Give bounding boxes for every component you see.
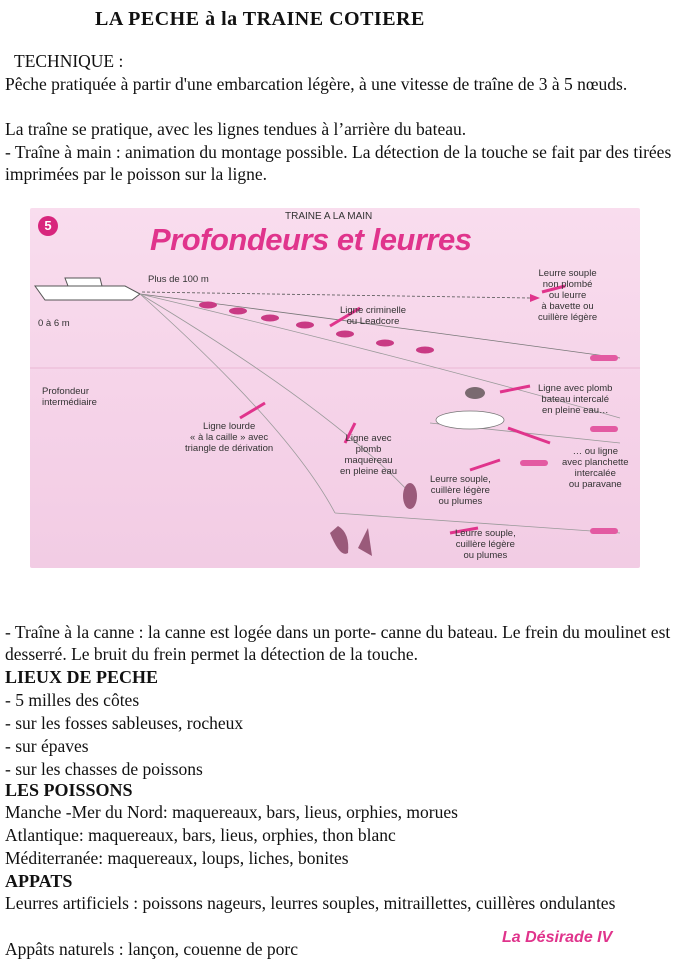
lieux-item: - sur les fosses sableuses, rocheux <box>5 713 244 733</box>
label-plus-100m: Plus de 100 m <box>148 274 209 285</box>
label-depth-0-6: 0 à 6 m <box>38 318 70 329</box>
technique-heading: TECHNIQUE : <box>14 51 124 71</box>
label-leurre-mid: Leurre souple, cuillère légère ou plumes <box>430 474 491 507</box>
label-ligne-plomb: Ligne avec plomb maquereau en pleine eau <box>340 433 398 477</box>
trolling-diagram <box>30 208 640 568</box>
weight-icon <box>330 526 348 554</box>
plomb-icon <box>465 387 485 399</box>
technique-paragraph-1: Pêche pratiquée à partir d'une embarcation légère, à une vitesse de traîne de 3 à 5 nœuds. <box>5 74 628 94</box>
lieux-heading: LIEUX DE PECHE <box>5 667 159 687</box>
lieux-item: - 5 milles des côtes <box>5 690 140 710</box>
footer-signature: La Désirade IV <box>502 929 613 946</box>
poissons-item: Méditerranée: maquereaux, loups, liches, bonites <box>5 848 349 868</box>
technique-paragraph-2: La traîne se pratique, avec les lignes tendues à l’arrière du bateau. <box>5 119 467 139</box>
label-plomb-bateau: Ligne avec plomb bateau intercalé en pleine eau… <box>538 383 613 416</box>
appats-heading: APPATS <box>5 871 73 891</box>
diagram-subtitle: TRAINE A LA MAIN <box>285 211 373 222</box>
lieux-item: - sur les chasses de poissons <box>5 759 203 779</box>
canne-paragraph: - Traîne à la canne : la canne est logée dans un porte- canne du bateau. Le frein du moulinet est desserré. Le bruit du frein permet la détection de la touche. <box>5 622 671 664</box>
poissons-item: Manche -Mer du Nord: maquereaux, bars, lieus, orphies, morues <box>5 802 458 822</box>
poissons-heading: LES POISSONS <box>5 780 133 800</box>
boat-icon <box>35 286 140 300</box>
label-leurre-top: Leurre souple non plombé ou leurre à bavette ou cuillère légère <box>538 268 598 323</box>
label-ligne-lourde: Ligne lourde « à la caille » avec triangle de dérivation <box>185 421 274 454</box>
label-criminelle: Ligne criminelle ou Leadcore <box>340 305 407 327</box>
label-planchette: … ou ligne avec planchette intercalée ou paravane <box>562 446 629 490</box>
diagram-number-badge: 5 <box>38 216 58 236</box>
page-title: LA PECHE à la TRAINE COTIERE <box>95 8 425 30</box>
technique-paragraph-3: - Traîne à main : animation du montage possible. La détection de la touche se fait par des tirées imprimées par le poisson sur la ligne. <box>5 142 672 184</box>
label-leurre-bottom: Leurre souple, cuillère légère ou plumes <box>455 528 516 561</box>
diagram-title: Profondeurs et leurres <box>150 222 472 257</box>
lure-icon <box>520 355 618 534</box>
planchette-icon <box>436 411 504 429</box>
lieux-item: - sur épaves <box>5 736 89 756</box>
poissons-item: Atlantique: maquereaux, bars, lieus, orphies, thon blanc <box>5 825 396 845</box>
appats-item: Leurres artificiels : poissons nageurs, leurres souples, mitraillettes, cuillères ondulantes <box>5 893 616 913</box>
plomb-maquereau-icon <box>403 483 417 509</box>
appats-item: Appâts naturels : lançon, couenne de porc <box>5 939 299 959</box>
label-intermediate: Profondeur intermédiaire <box>42 386 97 408</box>
line-surface <box>142 292 530 298</box>
